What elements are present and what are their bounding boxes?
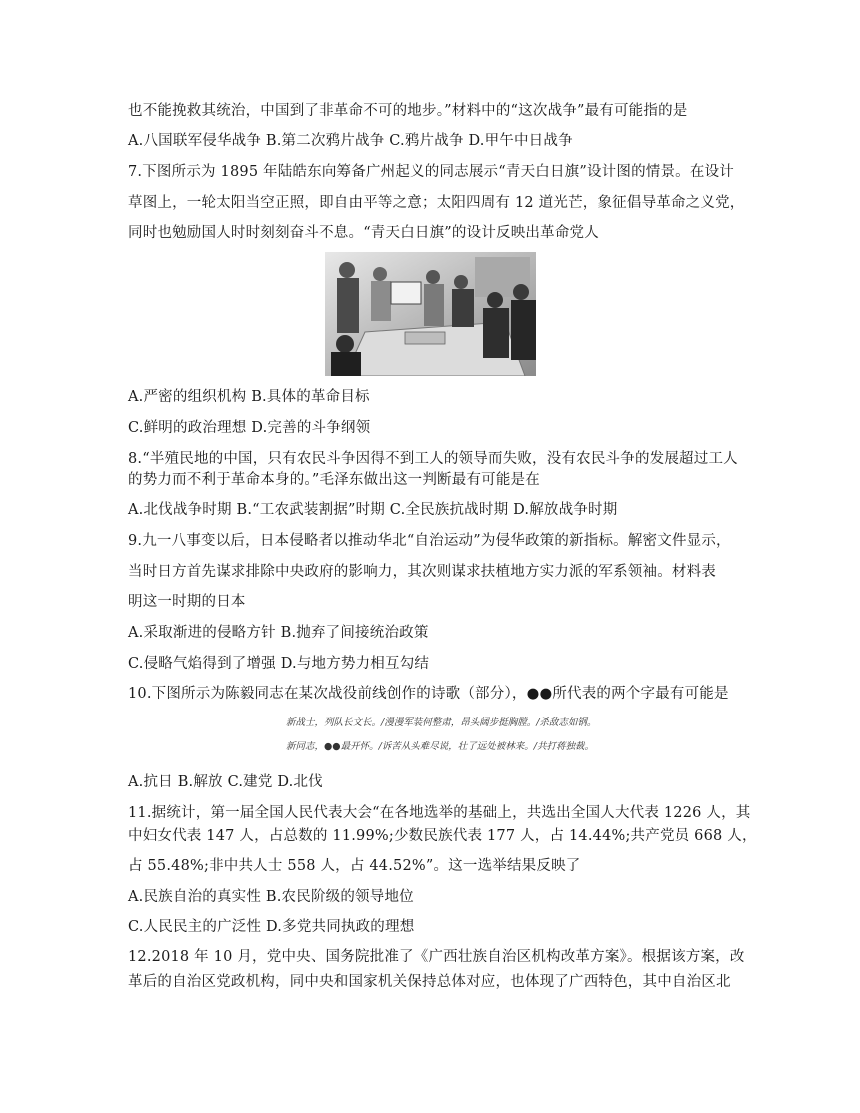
text-line: 中妇女代表 147 人，占总数的 11.99%;少数民族代表 177 人，占 14.44%;共产党员 668 人，	[128, 828, 757, 844]
question-7-stem: 7.下图所示为 1895 年陆皓东向筹备广州起义的同志展示“青天白日旗”设计图的情景。在设计	[128, 164, 734, 180]
historical-sketch-image	[325, 252, 536, 376]
question-7-options-cd: C.鲜明的政治理想 D.完善的斗争纲领	[128, 420, 371, 436]
question-11-stem: 11.据统计，第一届全国人民代表大会“在各地选举的基础上，共选出全国人大代表 1226 人，其	[128, 805, 751, 821]
question-8-options: A.北伐战争时期 B.“工农武装割据”时期 C.全民族抗战时期 D.解放战争时期	[128, 502, 618, 518]
poem-line: 新战士，列队长文长。/漫漫军装何整肃，昂头阔步挺胸膛。/杀敌志如钢。	[286, 717, 597, 728]
question-10-stem: 10.下图所示为陈毅同志在某次战役前线创作的诗歌（部分），●●所代表的两个字最有可能是	[128, 686, 729, 702]
text-line: 也不能挽救其统治，中国到了非革命不可的地步。”材料中的“这次战争”最有可能指的是	[128, 103, 688, 119]
question-8-stem: 8.“半殖民地的中国，只有农民斗争因得不到工人的领导而失败，没有农民斗争的发展超过工人	[128, 451, 738, 467]
text-line: 草图上，一轮太阳当空正照，即自由平等之意；太阳四周有 12 道光芒，象征倡导革命之义党，	[128, 195, 745, 211]
text-line: 同时也勉励国人时时刻刻奋斗不息。“青天白日旗”的设计反映出革命党人	[128, 225, 599, 241]
text-line: 占 55.48%;非中共人士 558 人，占 44.52%”。这一选举结果反映了	[128, 858, 581, 874]
question-6-options: A.八国联军侵华战争 B.第二次鸦片战争 C.鸦片战争 D.甲午中日战争	[128, 133, 573, 149]
question-9-stem: 9.九一八事变以后，日本侵略者以推动华北“自治运动”为侵华政策的新指标。解密文件显示，	[128, 533, 731, 549]
text-line: 明这一时期的日本	[128, 594, 246, 610]
question-12-stem: 12.2018 年 10 月，党中央、国务院批准了《广西壮族自治区机构改革方案》。根据该方案，改	[128, 949, 745, 965]
text-line: 当时日方首先谋求排除中央政府的影响力，其次则谋求扶植地方实力派的军系领袖。材料表	[128, 564, 716, 580]
text-line: 的势力而不利于革命本身的。”毛泽东做出这一判断最有可能是在	[128, 472, 540, 488]
poem-line: 新同志，●●最开怀。/诉苦从头难尽说，壮了远处被林来。/共打蒋独裁。	[286, 741, 594, 752]
question-7-options-ab: A.严密的组织机构 B.具体的革命目标	[128, 389, 370, 405]
text-line: 革后的自治区党政机构，同中央和国家机关保持总体对应，也体现了广西特色，其中自治区北	[128, 974, 731, 990]
question-10-options: A.抗日 B.解放 C.建党 D.北伐	[128, 774, 323, 790]
question-9-options-cd: C.侵略气焰得到了增强 D.与地方势力相互勾结	[128, 656, 430, 672]
question-9-options-ab: A.采取渐进的侵略方针 B.抛弃了间接统治政策	[128, 625, 429, 641]
question-11-options-ab: A.民族自治的真实性 B.农民阶级的领导地位	[128, 889, 414, 905]
question-11-options-cd: C.人民民主的广泛性 D.多党共同执政的理想	[128, 919, 415, 935]
